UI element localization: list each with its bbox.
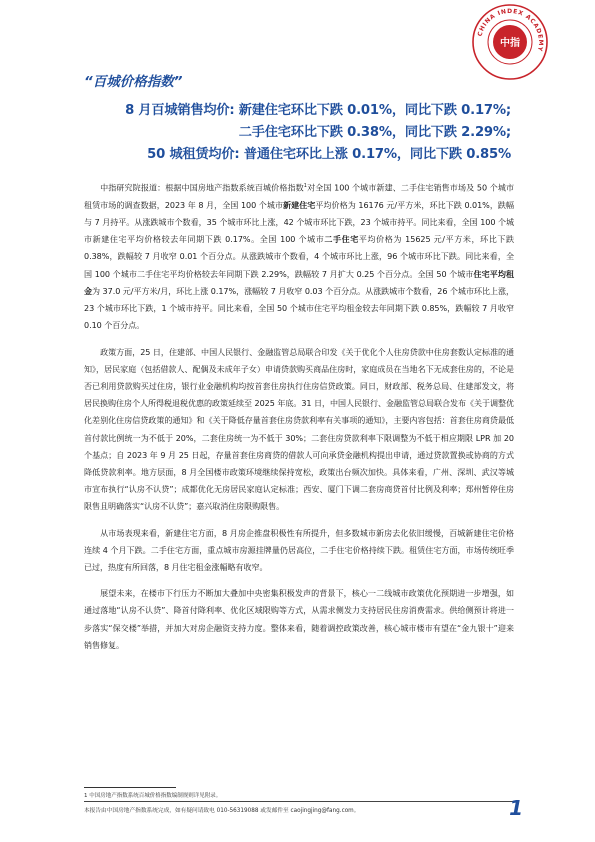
p1-bold-rent: 住宅平均租金	[84, 269, 514, 296]
footnote-divider	[84, 787, 176, 788]
headline-sales-price: 8 月百城销售均价: 新建住宅环比下跌 0.01%，同比下跌 0.17%;	[125, 103, 511, 118]
headline-rental-price: 50 城租赁均价: 普通住宅环比上涨 0.17%，同比下跌 0.85%	[147, 147, 511, 162]
report-body	[84, 178, 514, 663]
p1-bold-new-homes: 新建住宅	[283, 200, 316, 210]
section-title: “百城价格指数”	[84, 74, 183, 90]
seal-ring-text: CHINA INDEX ACADEMY	[476, 7, 545, 53]
footnote: 1 中国房地产指数系统百城价格指数编制规则详见附录。	[84, 793, 222, 799]
paragraph-market-data	[84, 178, 514, 335]
footnote-ref: 1	[303, 183, 307, 189]
p1-text-d: 平均价格为 15625 元/平方米，环比下跌 0.38%，跌幅较 7 月收窄 0.01 个百分点。从涨跌城市个数看，4 个城市环比上涨，96 个城市环比下跌。同比来看，全国 100 个城市二手住宅平均价格较去年同期下跌 2.29%，跌幅较 7 月扩大 0.25 个百分点。全国 50 个城市	[84, 235, 514, 279]
paragraph-market-performance: 从市场表现来看，新建住宅方面，8 月房企推盘积极性有所提升，但多数城市新房去化依旧缓慢，百城新建住宅价格连续 4 个月下跌。二手住宅方面，重点城市房源挂牌量仍居高位，二手住宅价格持续下跌。租赁住宅方面，市场传统旺季已过，热度有所回落，8 月住宅租金涨幅略有收窄。	[84, 528, 514, 572]
headline-resale-price: 二手住宅环比下跌 0.38%，同比下跌 2.29%;	[238, 125, 511, 140]
p1-text-c: 平均价格为 16176 元/平方米，环比下跌 0.01%，跌幅与 7 月持平。从涨跌城市个数看，35 个城市环比上涨，42 个城市环比下跌，23 个城市持平。同比来看，全国 100 个城市新建住宅平均价格较去年同期下跌 0.17%。全国 100 个城市	[84, 200, 515, 245]
china-index-academy-seal-icon	[470, 2, 550, 82]
footer-divider	[84, 801, 514, 802]
paragraph-outlook: 展望未来，在楼市下行压力不断加大叠加中央密集积极发声的背景下，核心一二线城市政策优化预期进一步增强，如通过落地“认房不认贷”、降首付降利率、优化区域限购等方式，从需求侧发力支持居民住房消费需求。供给侧预计将进一步落实“保交楼”举措，并加大对房企融资支持力度。整体来看，随着调控政策改善，核心城市楼市有望在“金九银十”迎来销售修复。	[84, 589, 514, 650]
p1-text-a: 中指研究院报道：根据中国房地产指数系统百城价格指数	[100, 183, 304, 193]
paragraph-policy: 政策方面，25 日，住建部、中国人民银行、金融监管总局联合印发《关于优化个人住房贷款中住房套数认定标准的通知》，居民家庭（包括借款人、配偶及未成年子女）申请贷款购买商品住房时，家庭成员在当地名下无成套住房的，不论是否已利用贷款购买过住房，银行业金融机构均按首套住房执行住房信贷政策。同日，财政部、税务总局、住建部发文，将居民换购住房个人所得税退税优惠的政策延续至 2025 年底。31 日，中国人民银行、金融监管总局联合发布《关于调整优化差别化住房信贷政策的通知》和《关于降低存量首套住房贷款利率有关事项的通知》，主要内容包括：首套住房商贷最低首付款比例统一为不低于 20%，二套住房统一为不低于 30%；二套住房贷款利率下限调整为不低于相应期限 LPR 加 20 个基点；自 2023 年 9 月 25 日起，存量首套住房商贷的借款人可向承贷金融机构提出申请，通过贷款置换或协商的方式降低贷款利率。地方层面，8 月全国楼市政策环境继续保持宽松，政策出台频次加快。具体来看，广州、深圳、武汉等城市宣布执行“认房不认贷”；成都优化无房居民家庭认定标准；西安、厦门下调二套房商贷首付比例及利率；郑州暂停住房限售且明确落实“认房不认贷”；嘉兴取消住房限购限售。	[84, 347, 514, 512]
p1-bold-resale-homes: 二手住宅	[324, 235, 359, 245]
p1-text-e: 为 37.0 元/平方米/月，环比上涨 0.17%，涨幅较 7 月收窄 0.03 个百分点。从涨跌城市个数看，26 个城市环比上涨，23 个城市环比下跌，1 个城市持平。同比来看，全国 50 个城市住宅平均租金较去年同期下跌 0.85%，跌幅较 7 月收窄 0.10 个百分点。	[84, 286, 514, 331]
seal-center-text: 中指	[500, 38, 520, 49]
page-number: 1	[509, 796, 523, 820]
p1-text-b: 对全国 100 个城市新建、二手住宅销售市场及 50 个城市租赁市场的调查数据，2023 年 8 月，全国 100 个城市	[84, 183, 514, 210]
page-footer: 本报告由中国房地产指数系统完成，如有疑问请致电 010-56319088 或发邮件至 caojingjing@fang.com。	[84, 808, 360, 814]
headline-block	[125, 100, 511, 166]
